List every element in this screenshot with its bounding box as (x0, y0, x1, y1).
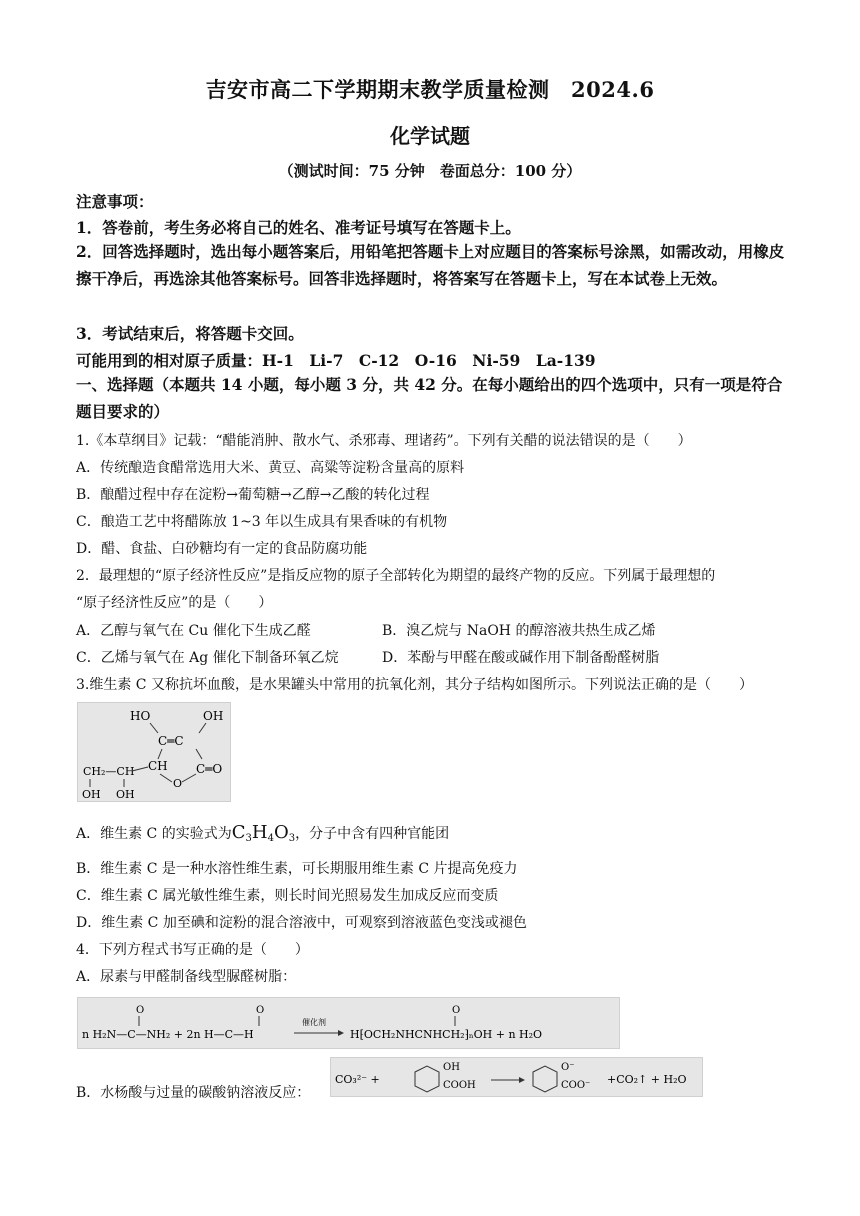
structure-side-chain: CH₂—CH (83, 765, 135, 778)
structure-oh-right: OH (203, 709, 224, 723)
exam-subject: 化学试题 (390, 124, 470, 148)
eq-b-o-minus: O⁻ (561, 1062, 575, 1073)
q3-option-a-pre: A．维生素 C 的实验式为 (76, 826, 232, 842)
eq-b-arrow-head (519, 1077, 525, 1083)
structure-c-ring: C═O (196, 762, 223, 776)
section1-heading: 一、选择题（本题共 14 小题，每小题 3 分，共 42 分。在每小题给出的四个选项中，只有一项是符合题目要求的） (76, 375, 783, 421)
exam-time-info: （测试时间：75 分钟 卷面总分：100 分） (278, 162, 582, 180)
notice-heading: 注意事项： (76, 192, 154, 211)
vitamin-c-structure-image (77, 702, 231, 802)
q4-a-equation-svg (78, 998, 619, 1048)
eq-a-o1: O (136, 1005, 145, 1016)
q3-option-b: B．维生素 C 是一种水溶性维生素，可长期服用维生素 C 片提高免疫力 (76, 861, 518, 877)
q2-option-c: C．乙烯与氧气在 Ag 催化下制备环氧乙烷 (76, 650, 339, 666)
bond-oh-c (199, 723, 206, 733)
eq-b-co3: CO₃²⁻ + (335, 1073, 380, 1086)
q4-a-equation-image (77, 997, 620, 1049)
q2-stem-line1: 2．最理想的“原子经济性反应”是指反应物的原子全部转化为期望的最终产物的反应。下列属于最理想的 (76, 568, 716, 584)
q2-option-b: B．溴乙烷与 NaOH 的醇溶液共热生成乙烯 (382, 623, 656, 639)
q1-option-a: A．传统酿造食醋常选用大米、黄豆、高粱等淀粉含量高的原料 (76, 460, 465, 476)
q4-b-equation-svg (331, 1058, 702, 1096)
bond-c-ch (158, 749, 162, 759)
eq-b-rhs: +CO₂↑ + H₂O (607, 1073, 687, 1086)
bond-o-c (182, 774, 196, 782)
q2-option-a: A．乙醇与氧气在 Cu 催化下生成乙醛 (76, 623, 311, 639)
structure-oh-bottom-1: OH (82, 788, 101, 801)
eq-a-catalyst: 催化剂 (302, 1018, 326, 1027)
q4-stem: 4．下列方程式书写正确的是（ ） (76, 942, 309, 958)
eq-b-oh: OH (443, 1062, 460, 1073)
eq-b-benzene-2 (533, 1066, 557, 1092)
eq-b-coo: COO⁻ (561, 1080, 591, 1091)
structure-ch-ring: CH (148, 759, 168, 773)
eq-a-o2: O (256, 1005, 265, 1016)
q3-option-a-post: ，分子中含有四种官能团 (295, 826, 450, 842)
q1-option-b: B．酿醋过程中存在淀粉→葡萄糖→乙醇→乙酸的转化过程 (76, 487, 430, 503)
q2-stem-line2: “原子经济性反应”的是（ ） (76, 595, 273, 611)
q3-option-a (76, 822, 786, 844)
q2-option-d: D．苯酚与甲醛在酸或碱作用下制备酚醛树脂 (382, 650, 660, 666)
structure-oh-bottom-2: OH (116, 788, 135, 801)
q3-option-c: C．维生素 C 属光敏性维生素，则长时间光照易发生加成反应而变质 (76, 888, 499, 904)
eq-a-lhs: n H₂N—C—NH₂ + 2n H—C—H (82, 1028, 254, 1041)
notice-item-1: 1．答卷前，考生务必将自己的姓名、准考证号填写在答题卡上。 (76, 218, 521, 237)
q3-stem: 3.维生素 C 又称抗坏血酸，是水果罐头中常用的抗氧化剂，其分子结构如图所示。下列说法正确的是（ ） (76, 677, 753, 693)
eq-b-benzene-1 (415, 1066, 439, 1092)
q1-stem: 1.《本草纲目》记载：“醋能消肿、散水气、杀邪毒、理诸药”。下列有关醋的说法错误的是（ ） (76, 433, 692, 449)
bond-ho-c (150, 723, 158, 733)
structure-c-eq-c: C═C (158, 734, 184, 748)
exam-title: 吉安市高二下学期期末教学质量检测 2024.6 (205, 77, 655, 102)
q4-b-equation-image (330, 1057, 703, 1097)
q3-empirical-formula: $C_3H_4O_3$ (231, 822, 296, 844)
bond-ch-o (160, 774, 172, 782)
bond-c-co (196, 749, 202, 759)
eq-b-cooh: COOH (443, 1080, 476, 1091)
vitamin-c-structure-svg (78, 703, 230, 801)
q3-option-d: D．维生素 C 加至碘和淀粉的混合溶液中，可观察到溶液蓝色变浅或褪色 (76, 915, 527, 931)
notice-item-2: 2．回答选择题时，选出每小题答案后，用铅笔把答题卡上对应题目的答案标号涂黑，如需改动，用橡皮擦干净后，再选涂其他答案标号。回答非选择题时，将答案写在答题卡上，写在本试卷上无效。 (76, 242, 785, 288)
structure-ho-left: HO (130, 709, 151, 723)
q1-option-d: D．醋、食盐、白砂糖均有一定的食品防腐功能 (76, 541, 368, 557)
atomic-masses: 可能用到的相对原子质量：H-1 Li-7 C-12 O-16 Ni-59 La-139 (76, 351, 596, 370)
notice-item-3: 3．考试结束后，将答题卡交回。 (76, 324, 304, 343)
q1-option-c: C．酿造工艺中将醋陈放 1~3 年以生成具有果香味的有机物 (76, 514, 448, 530)
eq-a-o3: O (452, 1005, 461, 1016)
eq-a-arrow-head (338, 1030, 344, 1036)
q4-option-a: A．尿素与甲醛制备线型脲醛树脂： (76, 969, 297, 985)
eq-a-rhs: H⁅OCH₂NHCNHCH₂⁆ₙOH + n H₂O (350, 1028, 543, 1041)
structure-o-ring: O (173, 777, 183, 790)
q4-option-b: B．水杨酸与过量的碳酸钠溶液反应： (76, 1085, 311, 1101)
